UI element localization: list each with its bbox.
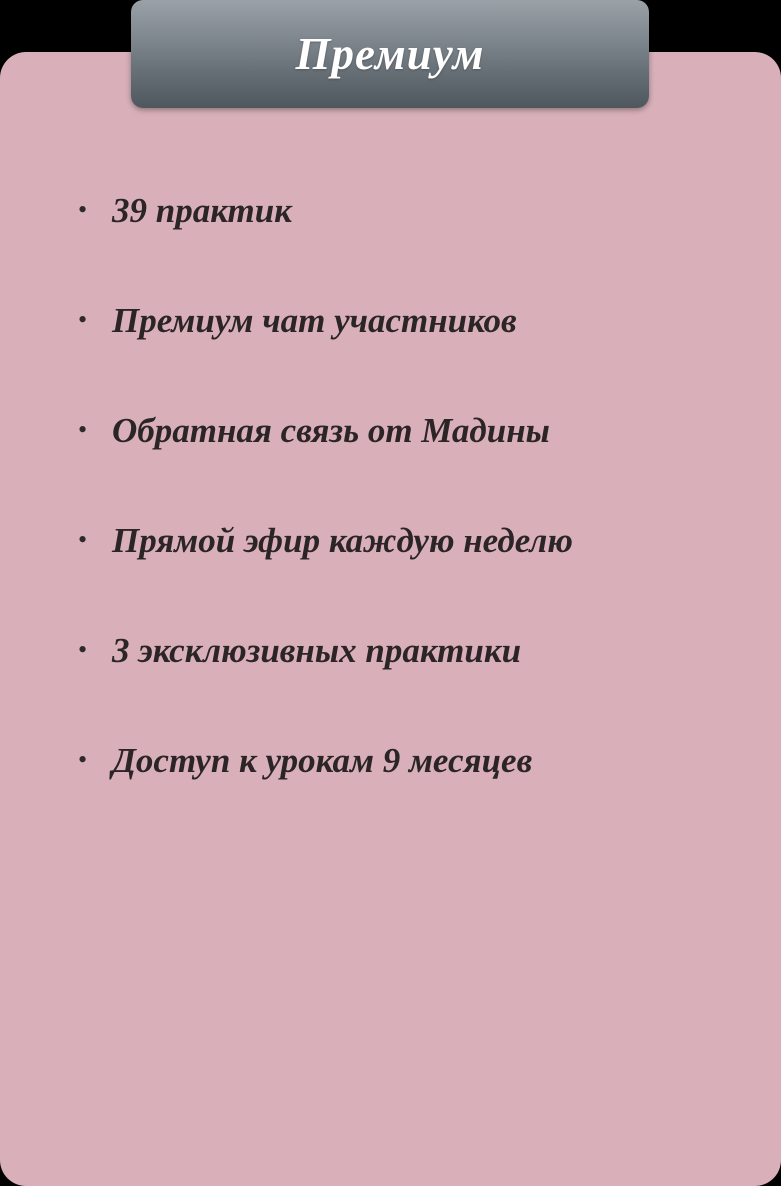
- feature-label: Премиум чат участников: [112, 301, 517, 340]
- bullet-icon: •: [78, 745, 88, 774]
- bullet-icon: •: [78, 195, 88, 224]
- feature-label: 39 практик: [112, 191, 292, 230]
- feature-label: 3 эксклюзивных практики: [112, 631, 522, 670]
- feature-label: Доступ к урокам 9 месяцев: [112, 741, 533, 780]
- plan-header-tab: [131, 0, 649, 108]
- page-title: Премиум: [295, 29, 485, 79]
- list-item: [78, 412, 738, 522]
- feature-label: Обратная связь от Мадины: [112, 411, 550, 450]
- feature-label: Прямой эфир каждую неделю: [112, 521, 573, 560]
- premium-plan-card: [0, 52, 781, 1186]
- list-item: [78, 632, 738, 742]
- bullet-icon: •: [78, 305, 88, 334]
- list-item: [78, 742, 738, 852]
- list-item: [78, 192, 738, 302]
- list-item: [78, 522, 738, 632]
- bullet-icon: •: [78, 635, 88, 664]
- list-item: [78, 302, 738, 412]
- bullet-icon: •: [78, 525, 88, 554]
- feature-list: [78, 192, 738, 852]
- bullet-icon: •: [78, 415, 88, 444]
